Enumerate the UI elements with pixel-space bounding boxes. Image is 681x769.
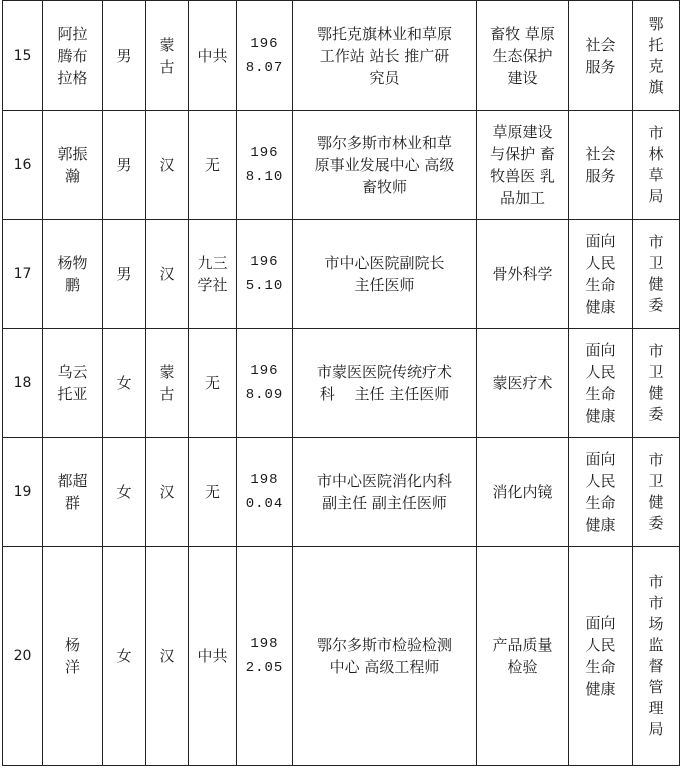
position-cell: 鄂托克旗林业和草原 工作站 站长 推广研 究员 xyxy=(293,1,477,111)
position-cell: 鄂尔多斯市检验检测 中心 高级工程师 xyxy=(293,547,477,766)
ethnic-cell: 汉 xyxy=(146,220,189,329)
ethnic-cell: 蒙 古 xyxy=(146,1,189,111)
party-cell: 中共 xyxy=(189,547,237,766)
gender-cell: 女 xyxy=(103,438,146,547)
position-cell: 鄂尔多斯市林业和草 原事业发展中心 高级 畜牧师 xyxy=(293,111,477,220)
specialty-cell: 产品质量 检验 xyxy=(477,547,569,766)
party-cell: 无 xyxy=(189,111,237,220)
party-cell: 九三 学社 xyxy=(189,220,237,329)
no-cell: 17 xyxy=(3,220,43,329)
specialty-cell: 草原建设 与保护 畜 牧兽医 乳 品加工 xyxy=(477,111,569,220)
name-cell: 阿拉 腾布 拉格 xyxy=(43,1,103,111)
table-row xyxy=(3,220,680,329)
gender-cell: 男 xyxy=(103,111,146,220)
gender-cell: 男 xyxy=(103,1,146,111)
category-cell: 面向 人民 生命 健康 xyxy=(569,220,633,329)
birth-cell: 196 8.10 xyxy=(237,111,293,220)
table-row xyxy=(3,1,680,111)
category-cell: 面向 人民 生命 健康 xyxy=(569,547,633,766)
table-row xyxy=(3,547,680,766)
no-cell: 18 xyxy=(3,329,43,438)
party-cell: 中共 xyxy=(189,1,237,111)
position-cell: 市蒙医医院传统疗术 科 主任 主任医师 xyxy=(293,329,477,438)
table-body xyxy=(3,1,680,766)
specialty-cell: 畜牧 草原 生态保护 建设 xyxy=(477,1,569,111)
gender-cell: 女 xyxy=(103,547,146,766)
birth-cell: 196 5.10 xyxy=(237,220,293,329)
ethnic-cell: 蒙 古 xyxy=(146,329,189,438)
birth-cell: 196 8.07 xyxy=(237,1,293,111)
table-row xyxy=(3,111,680,220)
no-cell: 15 xyxy=(3,1,43,111)
no-cell: 20 xyxy=(3,547,43,766)
category-cell: 社会 服务 xyxy=(569,111,633,220)
name-cell: 郭振 瀚 xyxy=(43,111,103,220)
table-row xyxy=(3,438,680,547)
birth-cell: 198 0.04 xyxy=(237,438,293,547)
category-cell: 面向 人民 生命 健康 xyxy=(569,438,633,547)
dept-cell: 市 林 草 局 xyxy=(633,111,680,220)
birth-cell: 198 2.05 xyxy=(237,547,293,766)
gender-cell: 男 xyxy=(103,220,146,329)
name-cell: 杨物 鹏 xyxy=(43,220,103,329)
ethnic-cell: 汉 xyxy=(146,438,189,547)
name-cell: 乌云 托亚 xyxy=(43,329,103,438)
party-cell: 无 xyxy=(189,329,237,438)
specialty-cell: 消化内镜 xyxy=(477,438,569,547)
position-cell: 市中心医院副院长 主任医师 xyxy=(293,220,477,329)
category-cell: 面向 人民 生命 健康 xyxy=(569,329,633,438)
name-cell: 都超 群 xyxy=(43,438,103,547)
no-cell: 16 xyxy=(3,111,43,220)
ethnic-cell: 汉 xyxy=(146,111,189,220)
position-cell: 市中心医院消化内科 副主任 副主任医师 xyxy=(293,438,477,547)
gender-cell: 女 xyxy=(103,329,146,438)
specialty-cell: 骨外科学 xyxy=(477,220,569,329)
party-cell: 无 xyxy=(189,438,237,547)
dept-cell: 市 卫 健 委 xyxy=(633,329,680,438)
specialty-cell: 蒙医疗术 xyxy=(477,329,569,438)
dept-cell: 市 卫 健 委 xyxy=(633,438,680,547)
name-cell: 杨 洋 xyxy=(43,547,103,766)
birth-cell: 196 8.09 xyxy=(237,329,293,438)
expert-table xyxy=(2,0,680,766)
dept-cell: 鄂 托 克 旗 xyxy=(633,1,680,111)
dept-cell: 市 卫 健 委 xyxy=(633,220,680,329)
ethnic-cell: 汉 xyxy=(146,547,189,766)
dept-cell: 市 市 场 监 督 管 理 局 xyxy=(633,547,680,766)
no-cell: 19 xyxy=(3,438,43,547)
table-row xyxy=(3,329,680,438)
category-cell: 社会 服务 xyxy=(569,1,633,111)
